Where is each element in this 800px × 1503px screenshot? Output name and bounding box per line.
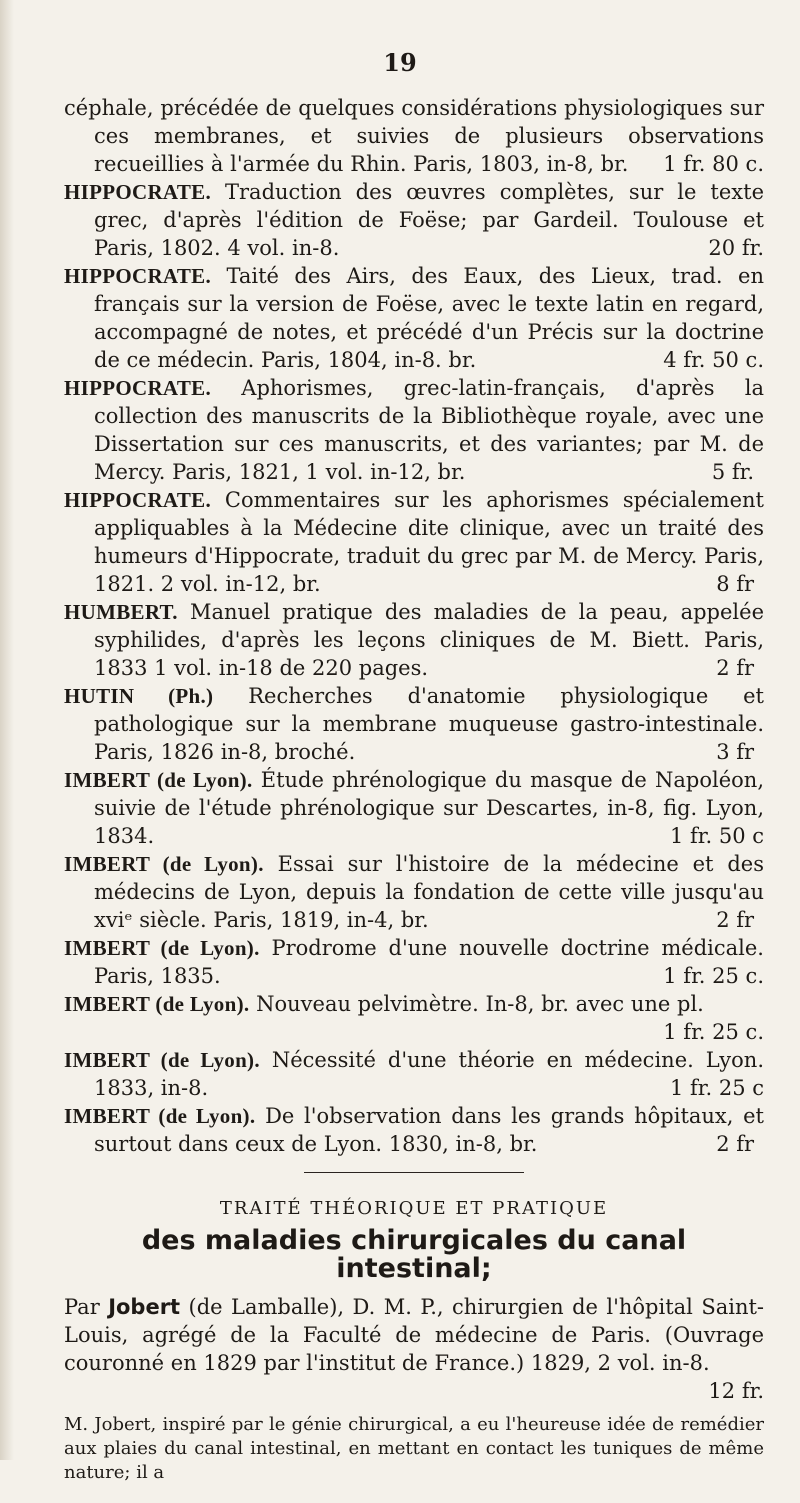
catalog-entry: [64, 262, 764, 374]
entry-author: HIPPOCRATE.: [64, 180, 211, 204]
entry-author: IMBERT (de Lyon).: [64, 1104, 256, 1128]
catalog: [64, 94, 764, 1503]
feature-heading: TRAITÉ THÉORIQUE ET PRATIQUE: [219, 1198, 609, 1219]
feature-author: Jobert: [108, 1295, 181, 1319]
entry-text: Taité des Airs, des Eaux, des Lieux, trad. en français sur la version de Foëse, avec le texte latin en regard, accompagné de notes, et précédé d'un Précis sur la doctrine de ce médecin. Paris, 1804, in-8. br.: [94, 264, 764, 372]
entry-text: Prodrome d'une nouvelle doctrine médicale. Paris, 1835.: [94, 936, 764, 988]
entry-author: IMBERT (de Lyon).: [64, 768, 253, 792]
entry-text: céphale, précédée de quelques considérations physiologiques sur ces membranes, et suivies de plusieurs observations recueillies à l'armée du Rhin. Paris, 1803, in-8, br.: [64, 96, 764, 176]
entry-text: Nouveau pelvimètre. In-8, br. avec une pl.: [256, 992, 704, 1016]
entry-price: 5 fr.: [711, 460, 755, 484]
feature-note: M. Jobert, inspiré par le génie chirurgical, a eu l'heureuse idée de remédier aux plaies du canal intestinal, en mettant en contact les tuniques de même nature; il a: [64, 1414, 764, 1483]
feature-text: (de Lamballe), D. M. P., chirurgien de l'hôpital Saint-Louis, agrégé de la Faculté de médecine de Paris. (Ouvrage couronné en 1829 par l'institut de France.) 1829, 2 vol. in-8.: [64, 1295, 764, 1375]
entry-price: 8 fr: [716, 572, 755, 596]
catalog-entry: [64, 94, 764, 178]
entry-price: 1 fr. 25 c.: [663, 1020, 764, 1044]
catalog-entry: [64, 598, 764, 682]
entry-price: 2 fr: [716, 656, 755, 680]
catalog-entry: [64, 178, 764, 262]
catalog-entry: [64, 850, 764, 934]
entry-text: Recherches d'anatomie physiologique et pathologique sur la membrane muqueuse gastro-intestinale. Paris, 1826 in-8, broché.: [94, 684, 764, 764]
entry-author: IMBERT (de Lyon).: [64, 936, 260, 960]
entry-author: HUTIN (Ph.): [64, 684, 214, 708]
entry-author: IMBERT (de Lyon).: [64, 1048, 260, 1072]
entry-author: IMBERT (de Lyon).: [64, 992, 250, 1016]
catalog-entry: [64, 1102, 764, 1158]
catalog-entry: [64, 990, 764, 1046]
entry-text: Essai sur l'histoire de la médecine et des médecins de Lyon, depuis la fondation de cette ville jusqu'au xviᵉ siècle. Paris, 1819, in-4, br.: [94, 852, 764, 932]
catalog-entry: [64, 766, 764, 850]
page-edge: [0, 0, 14, 1460]
entry-price: 4 fr. 50 c.: [663, 348, 764, 372]
entry-price: 2 fr: [716, 1132, 755, 1156]
entry-author: HIPPOCRATE.: [64, 376, 211, 400]
entry-text: Nécessité d'une théorie en médecine. Lyon. 1833, in-8.: [94, 1048, 764, 1100]
entry-text: Étude phrénologique du masque de Napoléon, suivie de l'étude phrénologique sur Descartes, in-8, fig. Lyon, 1834.: [94, 768, 764, 848]
entry-author: HIPPOCRATE.: [64, 264, 211, 288]
feature-price: 12 fr.: [708, 1379, 764, 1403]
section-divider: [304, 1172, 524, 1173]
page-number: 19: [383, 48, 417, 77]
feature-by: Par: [64, 1295, 100, 1319]
entry-text: De l'observation dans les grands hôpitaux, et surtout dans ceux de Lyon. 1830, in-8, br.: [94, 1104, 764, 1156]
catalog-entry: [64, 934, 764, 990]
entry-price: 1 fr. 25 c.: [663, 964, 764, 988]
entry-author: HUMBERT.: [64, 600, 178, 624]
entry-price: 1 fr. 25 c: [669, 1076, 764, 1100]
entry-text: Manuel pratique des maladies de la peau, appelée syphilides, d'après les leçons cliniques de M. Biett. Paris, 1833 1 vol. in-18 de 220 pages.: [94, 600, 764, 680]
catalog-entry: [64, 374, 764, 486]
entry-price: 1 fr. 80 c.: [663, 152, 764, 176]
entry-author: HIPPOCRATE.: [64, 488, 211, 512]
entry-price: 2 fr: [716, 908, 755, 932]
feature-title: des maladies chirurgicales du canal intestinal;: [141, 1225, 687, 1284]
entry-price: 1 fr. 50 c: [669, 824, 764, 848]
catalog-entry: [64, 486, 764, 598]
catalog-entry: [64, 1046, 764, 1102]
entry-text: Traduction des œuvres complètes, sur le texte grec, d'après l'édition de Foëse; par Gardeil. Toulouse et Paris, 1802. 4 vol. in-8.: [94, 180, 764, 260]
entry-price: 3 fr: [716, 740, 755, 764]
entry-text: Aphorismes, grec-latin-français, d'après la collection des manuscrits de la Bibliothèque royale, avec une Dissertation sur ces manuscrits, et des variantes; par M. de Mercy. Paris, 1821, 1 vol. in-12, br.: [94, 376, 764, 484]
catalog-entry: [64, 682, 764, 766]
entry-text: Commentaires sur les aphorismes spécialement appliquables à la Médecine dite clinique, avec un traité des humeurs d'Hippocrate, traduit du grec par M. de Mercy. Paris, 1821. 2 vol. in-12, br.: [94, 488, 764, 596]
entry-author: IMBERT (de Lyon).: [64, 852, 264, 876]
feature-entry: [64, 1293, 764, 1405]
entry-price: 20 fr.: [708, 236, 764, 260]
